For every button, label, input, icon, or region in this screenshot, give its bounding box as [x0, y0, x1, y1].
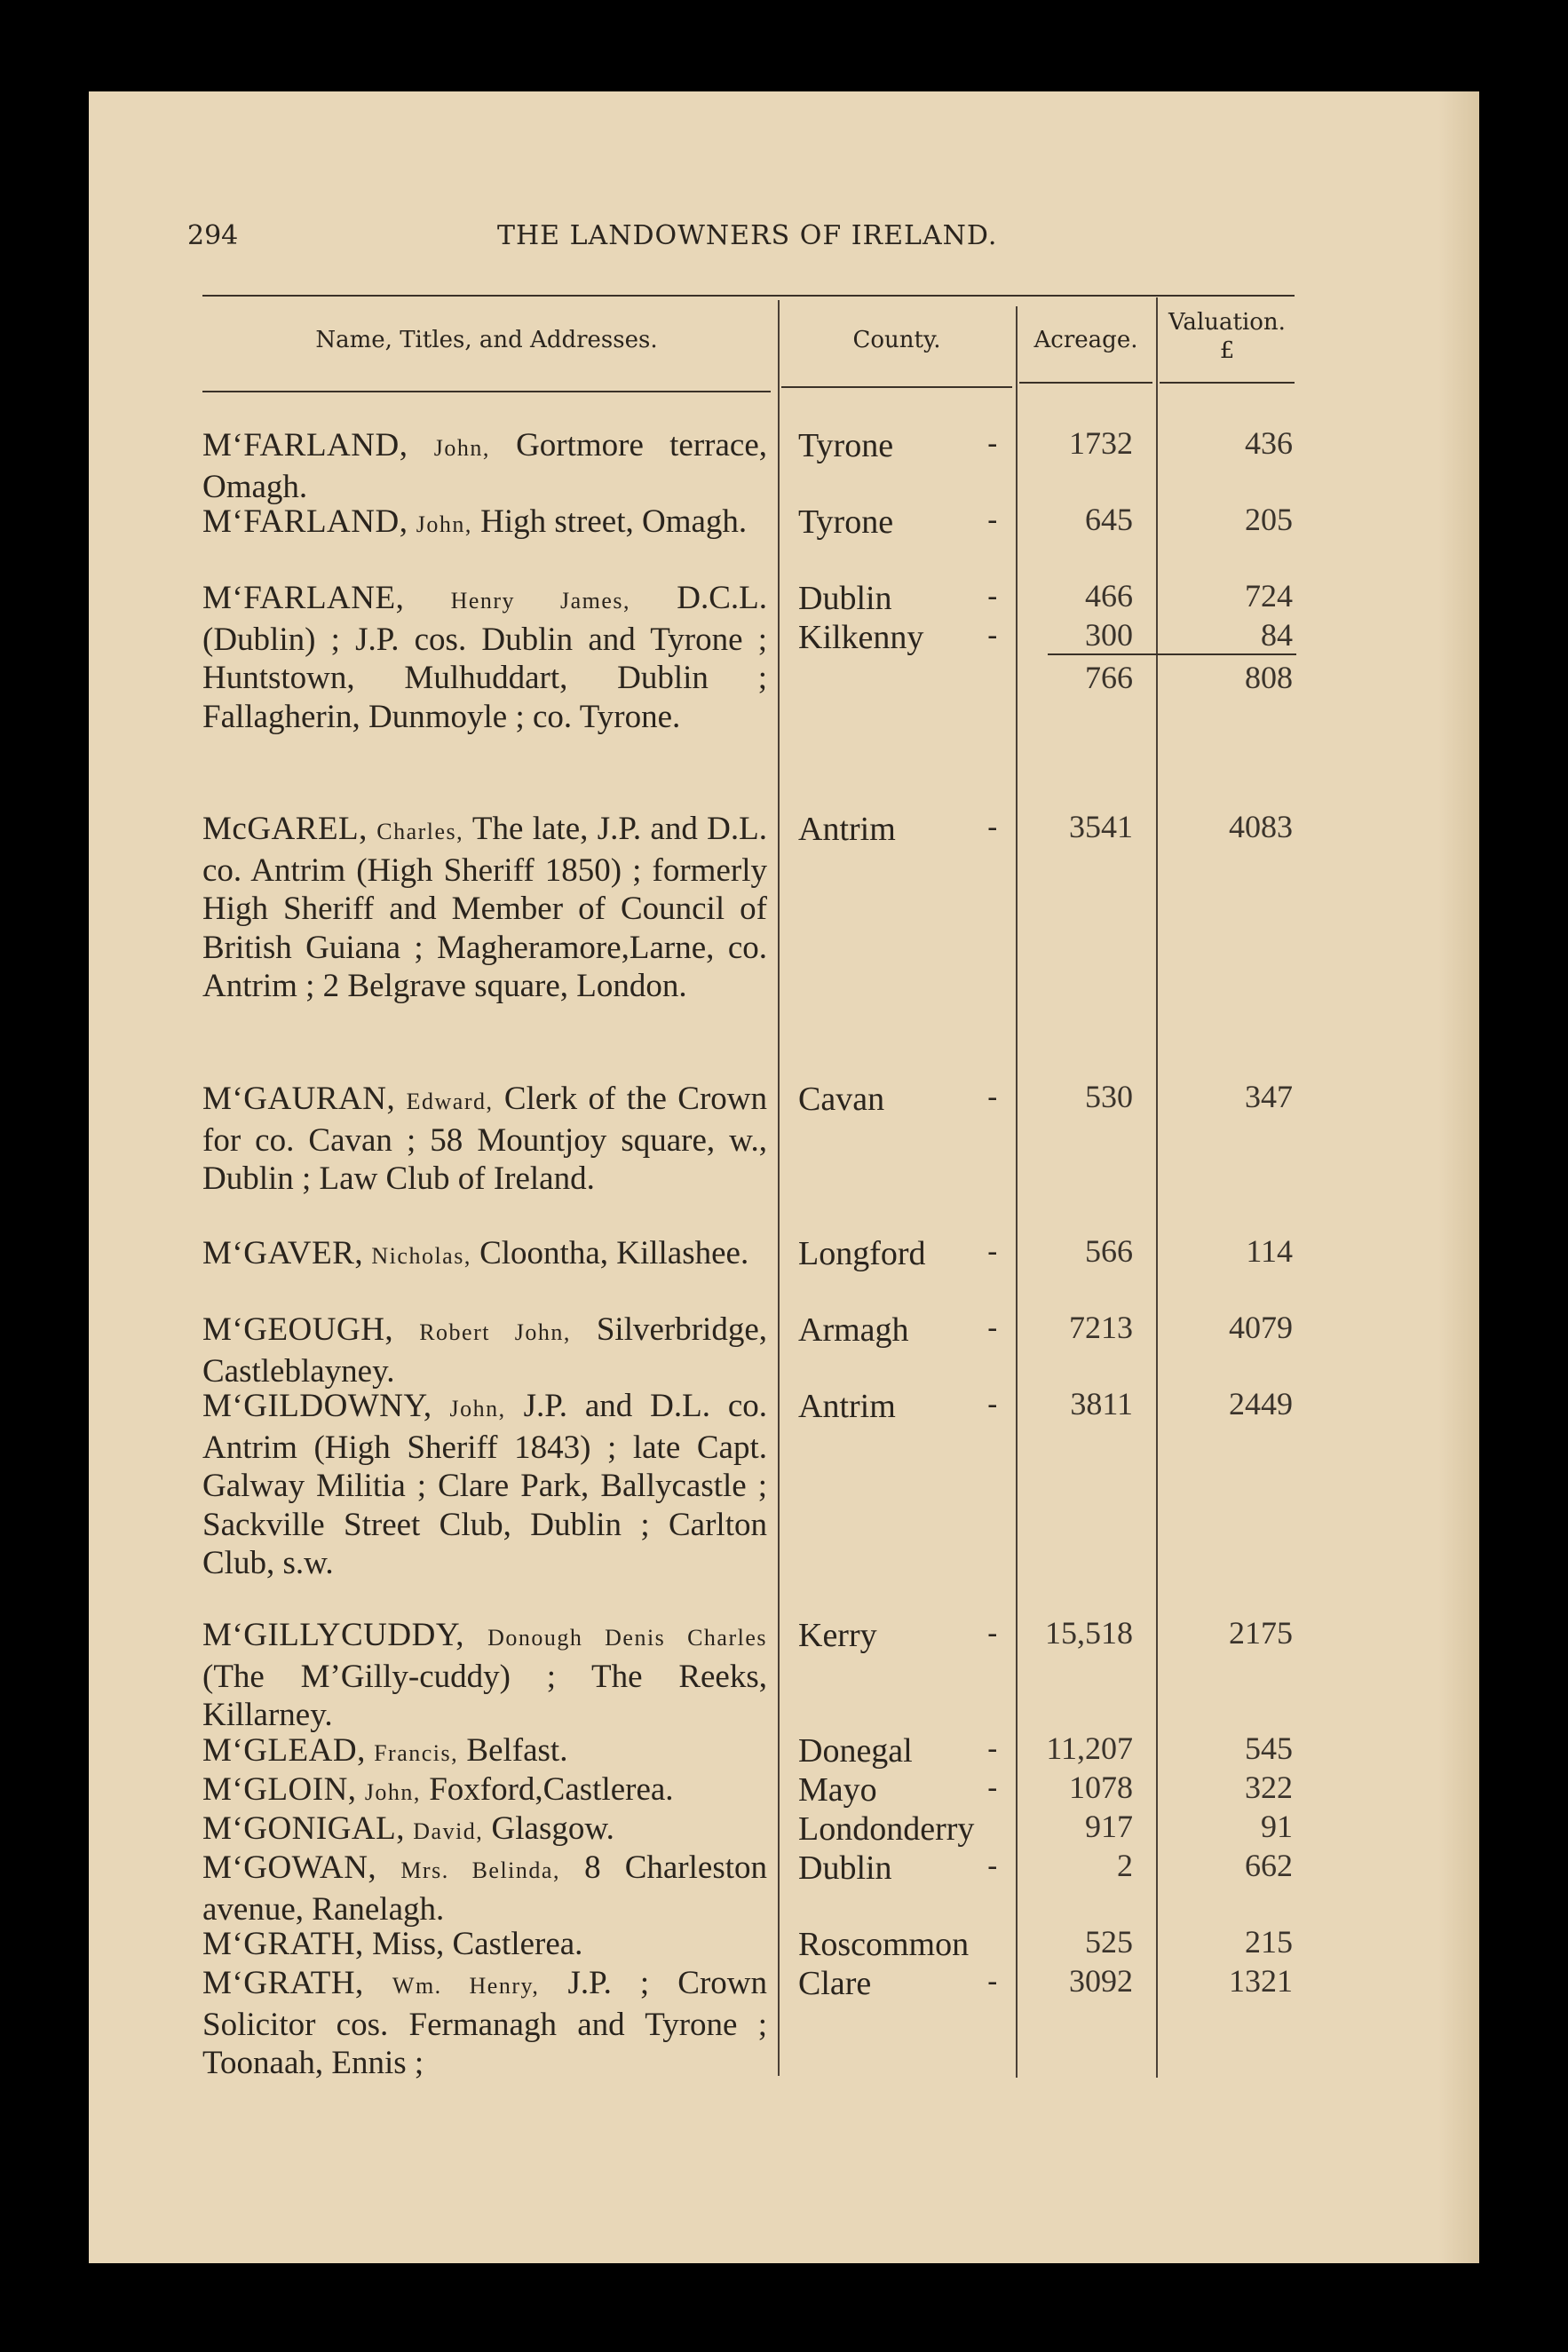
entry-name: M‘GILLYCUDDY, Donough Denis Charles (The M’Gilly-cuddy) ; The Reeks, Killarney. — [202, 1617, 768, 1734]
entry-acreage: 15,518 — [1045, 1615, 1133, 1651]
page-number: 294 — [187, 220, 239, 251]
entry-valuation: 2175 — [1229, 1615, 1293, 1651]
entry-county: Dublin — [798, 580, 892, 617]
entry-name: M‘GLOIN, John, Foxford,Castlerea. — [202, 1771, 674, 1808]
entry-county: Dublin — [798, 1849, 892, 1887]
leader-dash: - — [987, 1234, 998, 1270]
leader-dash: - — [987, 1387, 998, 1422]
entry-name: M‘GRATH, Wm. Henry, J.P. ; Crown Solicitor cos. Fermanagh and Tyrone ; Toonaah, Ennis ; — [202, 1965, 768, 2082]
leader-dash: - — [987, 1849, 998, 1884]
entry-county: Antrim — [798, 1388, 896, 1425]
county-header-rule — [781, 386, 1012, 388]
top-rule — [202, 295, 1295, 297]
entry-acreage: 530 — [1085, 1079, 1133, 1114]
entry-valuation: 2449 — [1229, 1386, 1293, 1421]
col-divider-1 — [778, 300, 780, 2076]
page-edge — [1438, 91, 1479, 2263]
entry-valuation: 114 — [1246, 1233, 1293, 1269]
entry-acreage-total: 766 — [1085, 660, 1133, 695]
entry-acreage: 3092 — [1069, 1963, 1133, 1999]
leader-dash: - — [987, 1964, 998, 2000]
leader-dash: - — [987, 1731, 998, 1767]
entry-county: Tyrone — [798, 427, 894, 464]
col-header-valuation: Valuation. — [1168, 309, 1286, 336]
entry-acreage: 466 — [1085, 578, 1133, 614]
entry-valuation-total: 808 — [1245, 660, 1293, 695]
entry-acreage: 917 — [1085, 1809, 1133, 1844]
valuation-header-rule — [1160, 382, 1295, 384]
entry-name: M‘GAURAN, Edward, Clerk of the Crown for co. Cavan ; 58 Mountjoy square, w., Dublin ; Law Club of Ireland. — [202, 1081, 767, 1198]
entry-valuation: 545 — [1245, 1730, 1293, 1766]
entry-name: M‘GOWAN, Mrs. Belinda, 8 Charleston avenue, Ranelagh. — [202, 1849, 768, 1928]
leader-dash: - — [987, 1311, 998, 1346]
entry-county: Roscommon — [798, 1926, 970, 1963]
entry-county: Donegal — [798, 1732, 913, 1770]
entry-valuation: 662 — [1245, 1848, 1293, 1883]
entry-valuation: 205 — [1245, 502, 1293, 537]
leader-dash: - — [987, 426, 998, 462]
entry-valuation: 215 — [1245, 1924, 1293, 1960]
entry-valuation: 4079 — [1229, 1310, 1293, 1345]
running-title: THE LANDOWNERS OF IRELAND. — [497, 220, 998, 251]
name-header-rule — [202, 391, 771, 392]
entry-county: Clare — [798, 1965, 872, 2002]
entry-name: M‘GAVER, Nicholas, Cloontha, Killashee. — [202, 1235, 749, 1271]
entry-name: M‘FARLAND, John, High street, Omagh. — [202, 503, 748, 540]
entry-valuation: 91 — [1261, 1809, 1293, 1844]
entry-acreage: 1078 — [1069, 1770, 1133, 1805]
entry-name: McGAREL, Charles, The late, J.P. and D.L. co. Antrim (High Sheriff 1850) ; formerly High Sheriff and Member of Council of British Guiana ; Magheramore,Larne, co. Antrim ; 2 Belgrave square, London. — [202, 811, 767, 1005]
leader-dash: - — [987, 579, 998, 614]
leader-dash: - — [987, 618, 998, 653]
entry-acreage: 525 — [1085, 1924, 1133, 1960]
entry-valuation: 322 — [1245, 1770, 1293, 1805]
entry-acreage: 566 — [1085, 1233, 1133, 1269]
entry-name: M‘GEOUGH, Robert John, Silverbridge, Castleblayney. — [202, 1311, 768, 1390]
entry-valuation: 4083 — [1229, 809, 1293, 844]
entry-acreage: 11,207 — [1046, 1730, 1133, 1766]
col-header-name: Name, Titles, and Addresses. — [315, 327, 658, 353]
entry-county: Armagh — [798, 1311, 909, 1349]
entry-acreage: 3541 — [1069, 809, 1133, 844]
entry-name: M‘FARLANE, Henry James, D.C.L. (Dublin) ; J.P. cos. Dublin and Tyrone ; Huntstown, Mulhuddart, Dublin ; Fallagherin, Dunmoyle ; co. Tyrone. — [202, 580, 768, 735]
entry-valuation: 347 — [1245, 1079, 1293, 1114]
entry-county: Londonderry — [798, 1810, 975, 1848]
entry-county: Mayo — [798, 1771, 877, 1809]
entry-name: M‘GONIGAL, David, Glasgow. — [202, 1810, 614, 1847]
entry-name: M‘GRATH, Miss, Castlerea. — [202, 1926, 583, 1962]
entry-name: M‘GILDOWNY, John, J.P. and D.L. co. Antrim (High Sheriff 1843) ; late Capt. Galway Militia ; Clare Park, Ballycastle ; Sackville Street Club, Dublin ; Carlton Club, s.w. — [202, 1388, 768, 1582]
entry-valuation: 436 — [1245, 425, 1293, 461]
entry-name: M‘GLEAD, Francis, Belfast. — [202, 1732, 568, 1769]
leader-dash: - — [987, 503, 998, 538]
entry-acreage: 2 — [1117, 1848, 1133, 1883]
acreage-header-rule — [1019, 382, 1152, 384]
entry-county: Longford — [798, 1235, 926, 1272]
entry-county: Kerry — [798, 1617, 877, 1654]
entry-valuation: 1321 — [1229, 1963, 1293, 1999]
col-header-county: County. — [852, 327, 941, 353]
leader-dash: - — [987, 810, 998, 845]
entry-name: M‘FARLAND, John, Gortmore terrace, Omagh. — [202, 427, 767, 505]
col-divider-3 — [1156, 297, 1158, 2078]
entry-acreage: 1732 — [1069, 425, 1133, 461]
entry-acreage: 300 — [1085, 617, 1133, 653]
leader-dash: - — [987, 1770, 998, 1806]
subtotal-rule — [1048, 653, 1296, 655]
entry-valuation: 84 — [1261, 617, 1293, 653]
leader-dash: - — [987, 1080, 998, 1115]
entry-county: Antrim — [798, 811, 896, 848]
entry-county: Tyrone — [798, 503, 894, 541]
entry-acreage: 645 — [1085, 502, 1133, 537]
col-header-valuation-unit: £ — [1219, 337, 1235, 364]
entry-county: Kilkenny — [798, 619, 924, 656]
entry-valuation: 724 — [1245, 578, 1293, 614]
entry-acreage: 7213 — [1069, 1310, 1133, 1345]
col-header-acreage: Acreage. — [1033, 327, 1138, 353]
entry-county: Cavan — [798, 1081, 885, 1118]
leader-dash: - — [987, 1616, 998, 1651]
entry-acreage: 3811 — [1070, 1386, 1133, 1421]
